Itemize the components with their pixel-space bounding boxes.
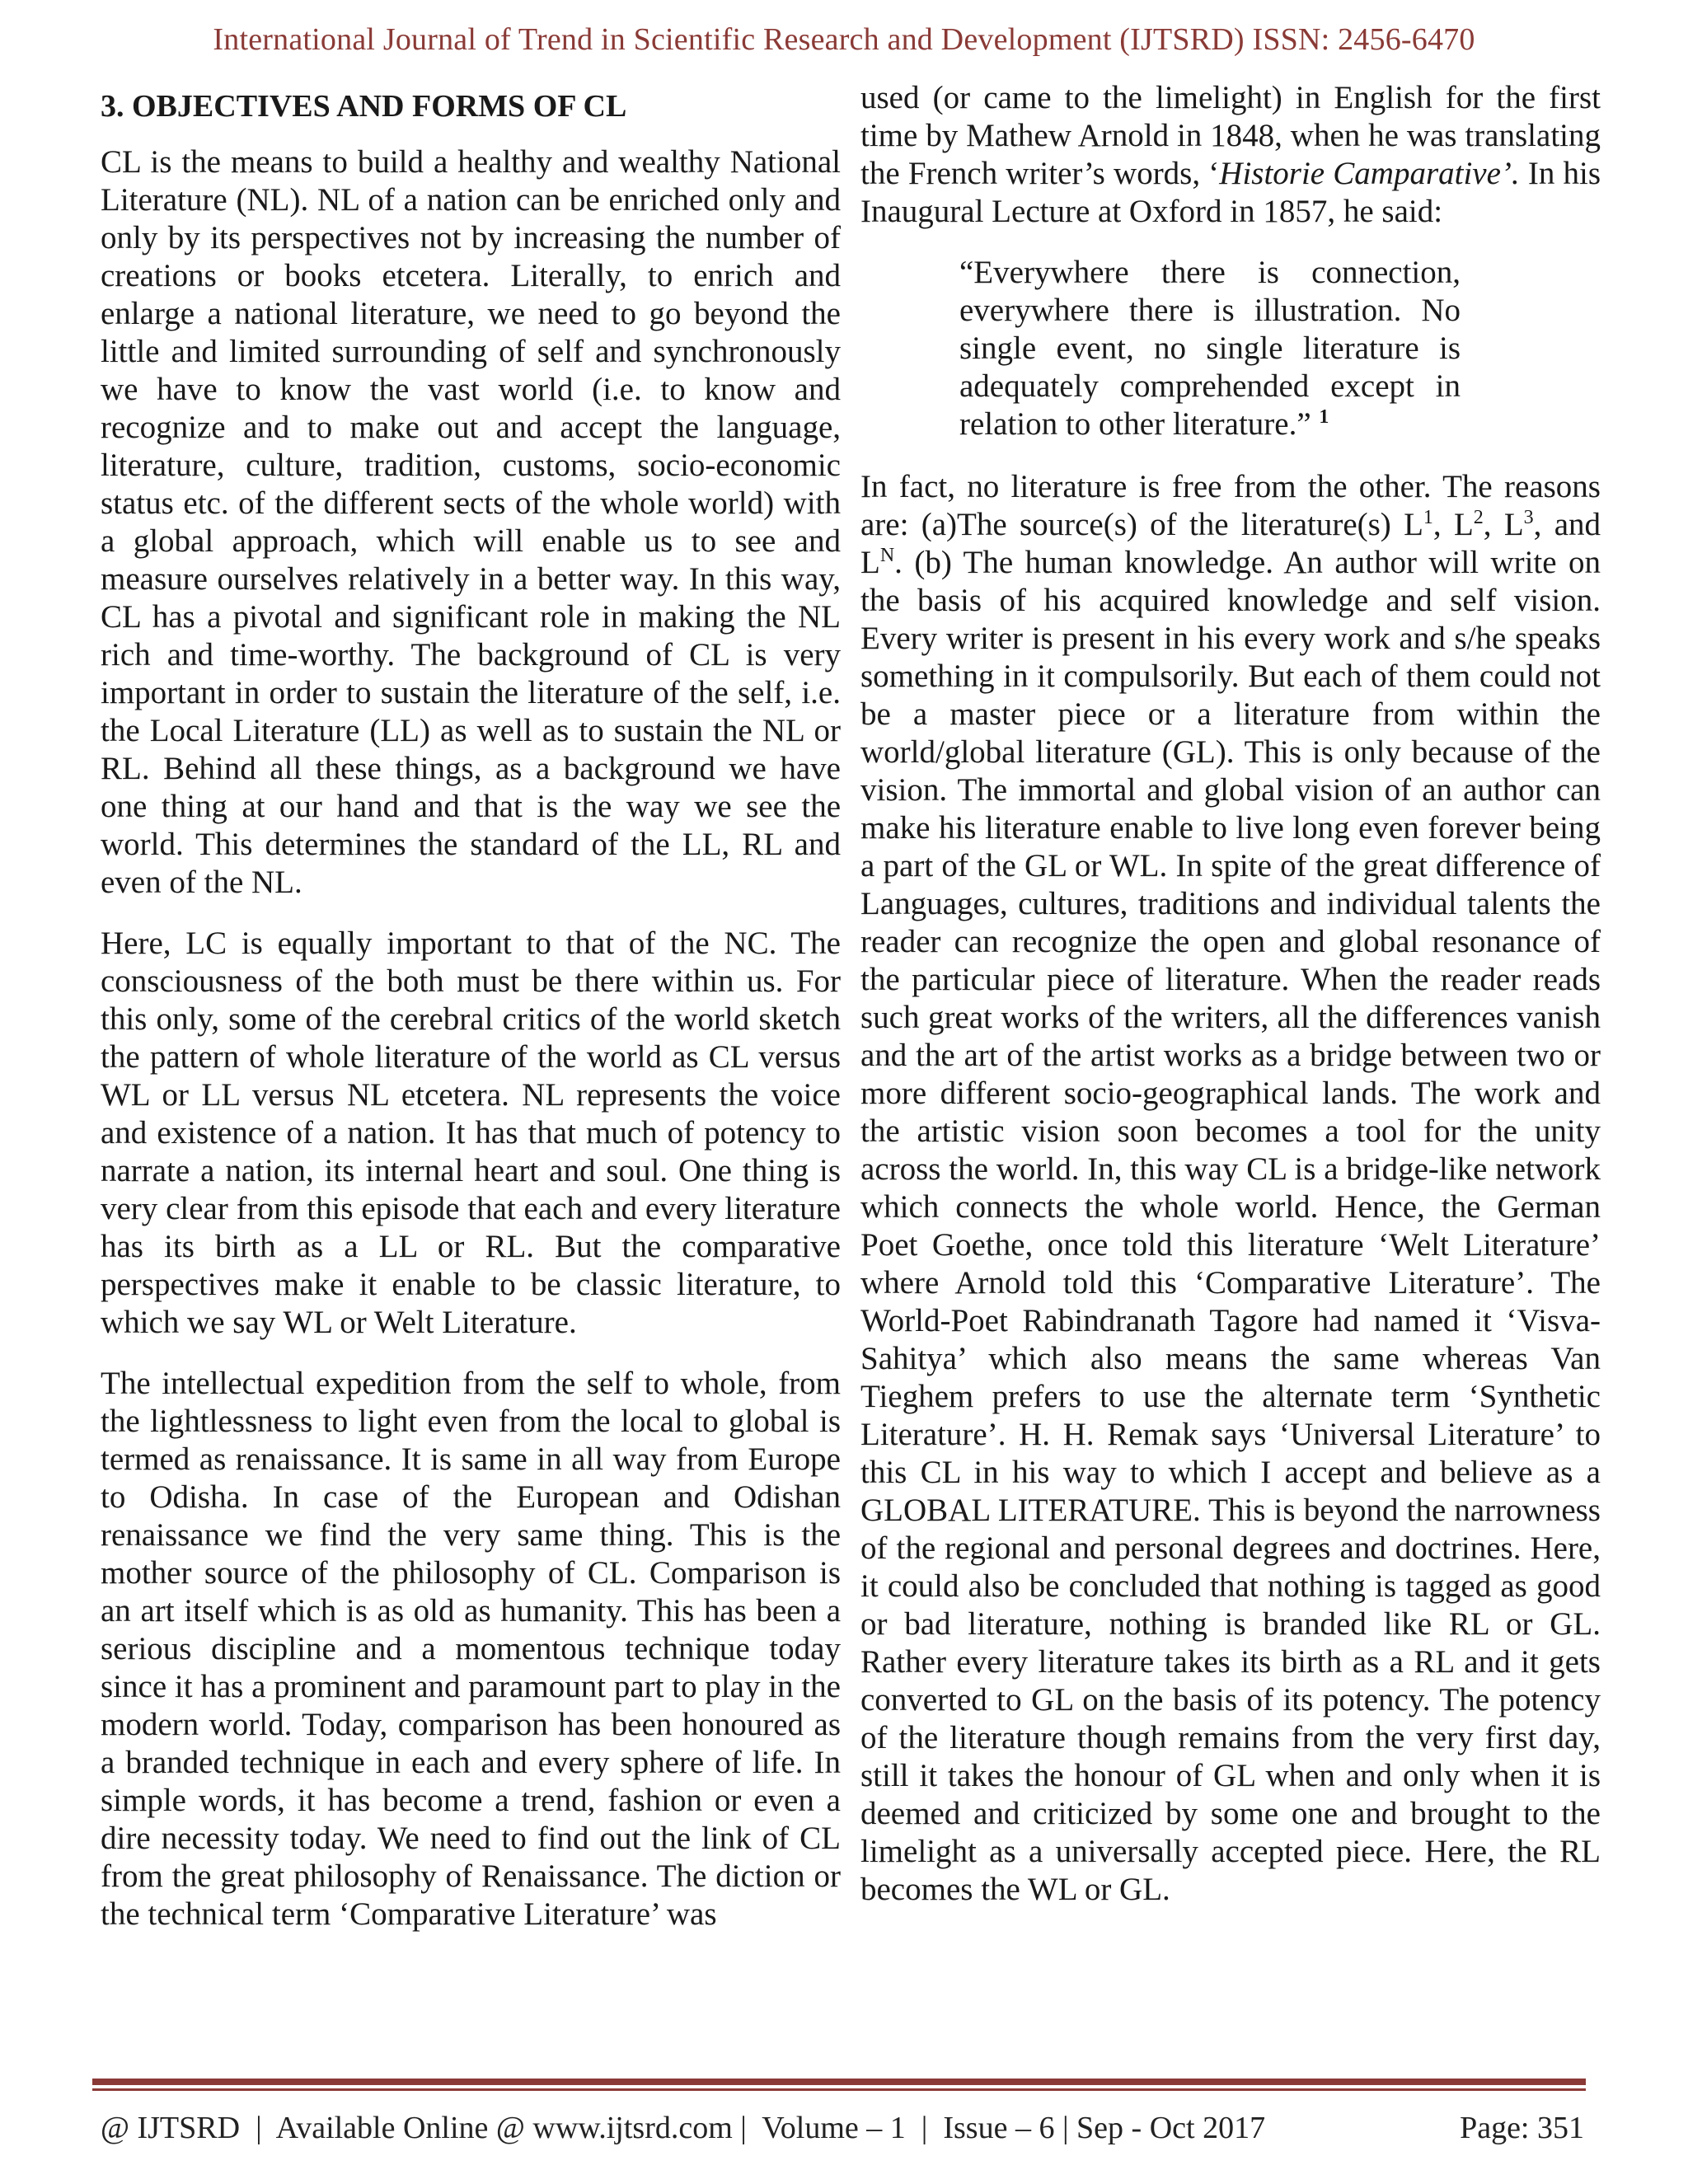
page-footer — [101, 2110, 1584, 2146]
footer-info: @ IJTSRD | Available Online @ www.ijtsrd.com | Volume – 1 | Issue – 6 | Sep - Oct 2017 — [101, 2111, 1266, 2145]
superscript: 2 — [1473, 507, 1484, 528]
superscript: 3 — [1523, 507, 1534, 528]
journal-header: International Journal of Trend in Scientific Research and Development (IJTSRD) ISSN: 2456-6470 — [213, 22, 1475, 57]
quote-text: “Everywhere there is connection, everywhere there is illustration. No single event, no single literature is adequately comprehended except in relation to other literature.” — [959, 255, 1461, 442]
text-run: . (b) The human knowledge. An author will write on the basis of his acquired knowledge and self vision. Every writer is present in his every work and s/he speaks something in it compulsorily. But each of them could not be a master piece or a literature from within the world/global literature (GL). This is only because of the vision. The immortal and global vision of an author can make his literature enable to live long even forever being a part of the GL or WL. In spite of the great difference of Languages, cultures, traditions and individual talents the reader can recognize the open and global resonance of the particular piece of literature. When the reader reads such great works of the writers, all the differences vanish and the art of the artist works as a bridge between two or more different socio-geographical lands. The work and the artistic vision soon becomes a tool for the unity across the world. In, this way CL is a bridge-like network which connects the whole world. Hence, the German Poet Goethe, once told this literature ‘Welt Literature’ where Arnold told this ‘Comparative Literature’. The World-Poet Rabindranath Tagore had named it ‘Visva-Sahitya’ which also means the same whereas Van Tieghem prefers to use the alternate term ‘Synthetic Literature’. H. H. Remak says ‘Universal Literature’ to this CL in his way to which I accept and believe as a GLOBAL LITERATURE. This is beyond the narrowness of the regional and personal degrees and doctrines. Here, it could also be concluded that nothing is tagged as good or bad literature, nothing is branded like RL or GL. Rather every literature takes its birth as a RL and it gets converted to GL on the basis of its potency. The potency of the literature though remains from the very first day, still it takes the honour of GL when and only when it is deemed and criticized by some one and brought to the limelight as a universally accepted piece. Here, the RL becomes the WL or GL. — [860, 545, 1601, 1907]
paragraph — [860, 468, 1601, 1909]
page-number: Page: 351 — [1460, 2111, 1584, 2145]
text-run: In fact, no literature is free from the other. The reasons are: (a)The source(s) of the literature(s) L — [860, 469, 1601, 542]
text-run: , L — [1432, 507, 1474, 542]
italic-term: Historie Camparative’. — [1219, 156, 1520, 191]
paragraph: The intellectual expedition from the self to whole, from the lightlessness to light even from the local to global is termed as renaissance. It is same in all way from Europe to Odisha. In case of the European and Odishan renaissance we find the very same thing. This is the mother source of the philosophy of CL. Comparison is an art itself which is as old as humanity. This has been a serious discipline and a momentous technique today since it has a prominent and paramount part to play in the modern world. Today, comparison has been honoured as a branded technique in each and every sphere of life. In simple words, it has become a trend, fashion or even a dire necessity today. We need to find out the link of CL from the great philosophy of Renaissance. The diction or the technical term ‘Comparative Literature’ was — [101, 1366, 841, 1932]
section-title: 3. OBJECTIVES AND FORMS OF CL — [101, 89, 627, 124]
text-run: used (or came to the limelight) in English for the first time by Mathew Arnold in 1848, when he was translating the French writer’s words, ‘ — [860, 80, 1601, 191]
text-run: , and L — [860, 507, 1601, 580]
footnote-ref: 1 — [1319, 406, 1329, 428]
footer-rule-thin — [92, 2088, 1586, 2091]
paragraph — [860, 79, 1601, 231]
superscript: N — [879, 545, 895, 566]
text-run: , L — [1483, 507, 1524, 542]
block-quote — [959, 254, 1461, 443]
text-run: In his Inaugural Lecture at Oxford in 1857, he said: — [860, 156, 1601, 229]
footer-rule-thick — [92, 2079, 1586, 2085]
paragraph: Here, LC is equally important to that of the NC. The consciousness of the both must be there within us. For this only, some of the cerebral critics of the world sketch the pattern of whole literature of the world as CL versus WL or LL versus NL etcetera. NL represents the voice and existence of a nation. It has that much of potency to narrate a nation, its internal heart and soul. One thing is very clear from this episode that each and every literature has its birth as a LL or RL. But the comparative perspectives make it enable to be classic literature, to which we say WL or Welt Literature. — [101, 926, 841, 1340]
left-column — [101, 81, 841, 1957]
superscript: 1 — [1423, 507, 1433, 528]
right-column — [860, 79, 1601, 1932]
paragraph: CL is the means to build a healthy and wealthy National Literature (NL). NL of a nation can be enriched only and only by its perspectives not by increasing the number of creations or books etcetera. Literally, to enrich and enlarge a national literature, we need to go beyond the little and limited surrounding of self and synchronously we have to know the vast world (i.e. to know and recognize and to make out and accept the language, literature, culture, tradition, customs, socio-economic status etc. of the different sects of the whole world) with a global approach, which will enable us to see and measure ourselves relatively in a better way. In this way, CL has a pivotal and significant role in making the NL rich and time-worthy. The background of CL is very important in order to sustain the literature of the self, i.e. the Local Literature (LL) as well as to sustain the NL or RL. Behind all these things, as a background we have one thing at our hand and that is the way we see the world. This determines the standard of the LL, RL and even of the NL. — [101, 144, 841, 900]
